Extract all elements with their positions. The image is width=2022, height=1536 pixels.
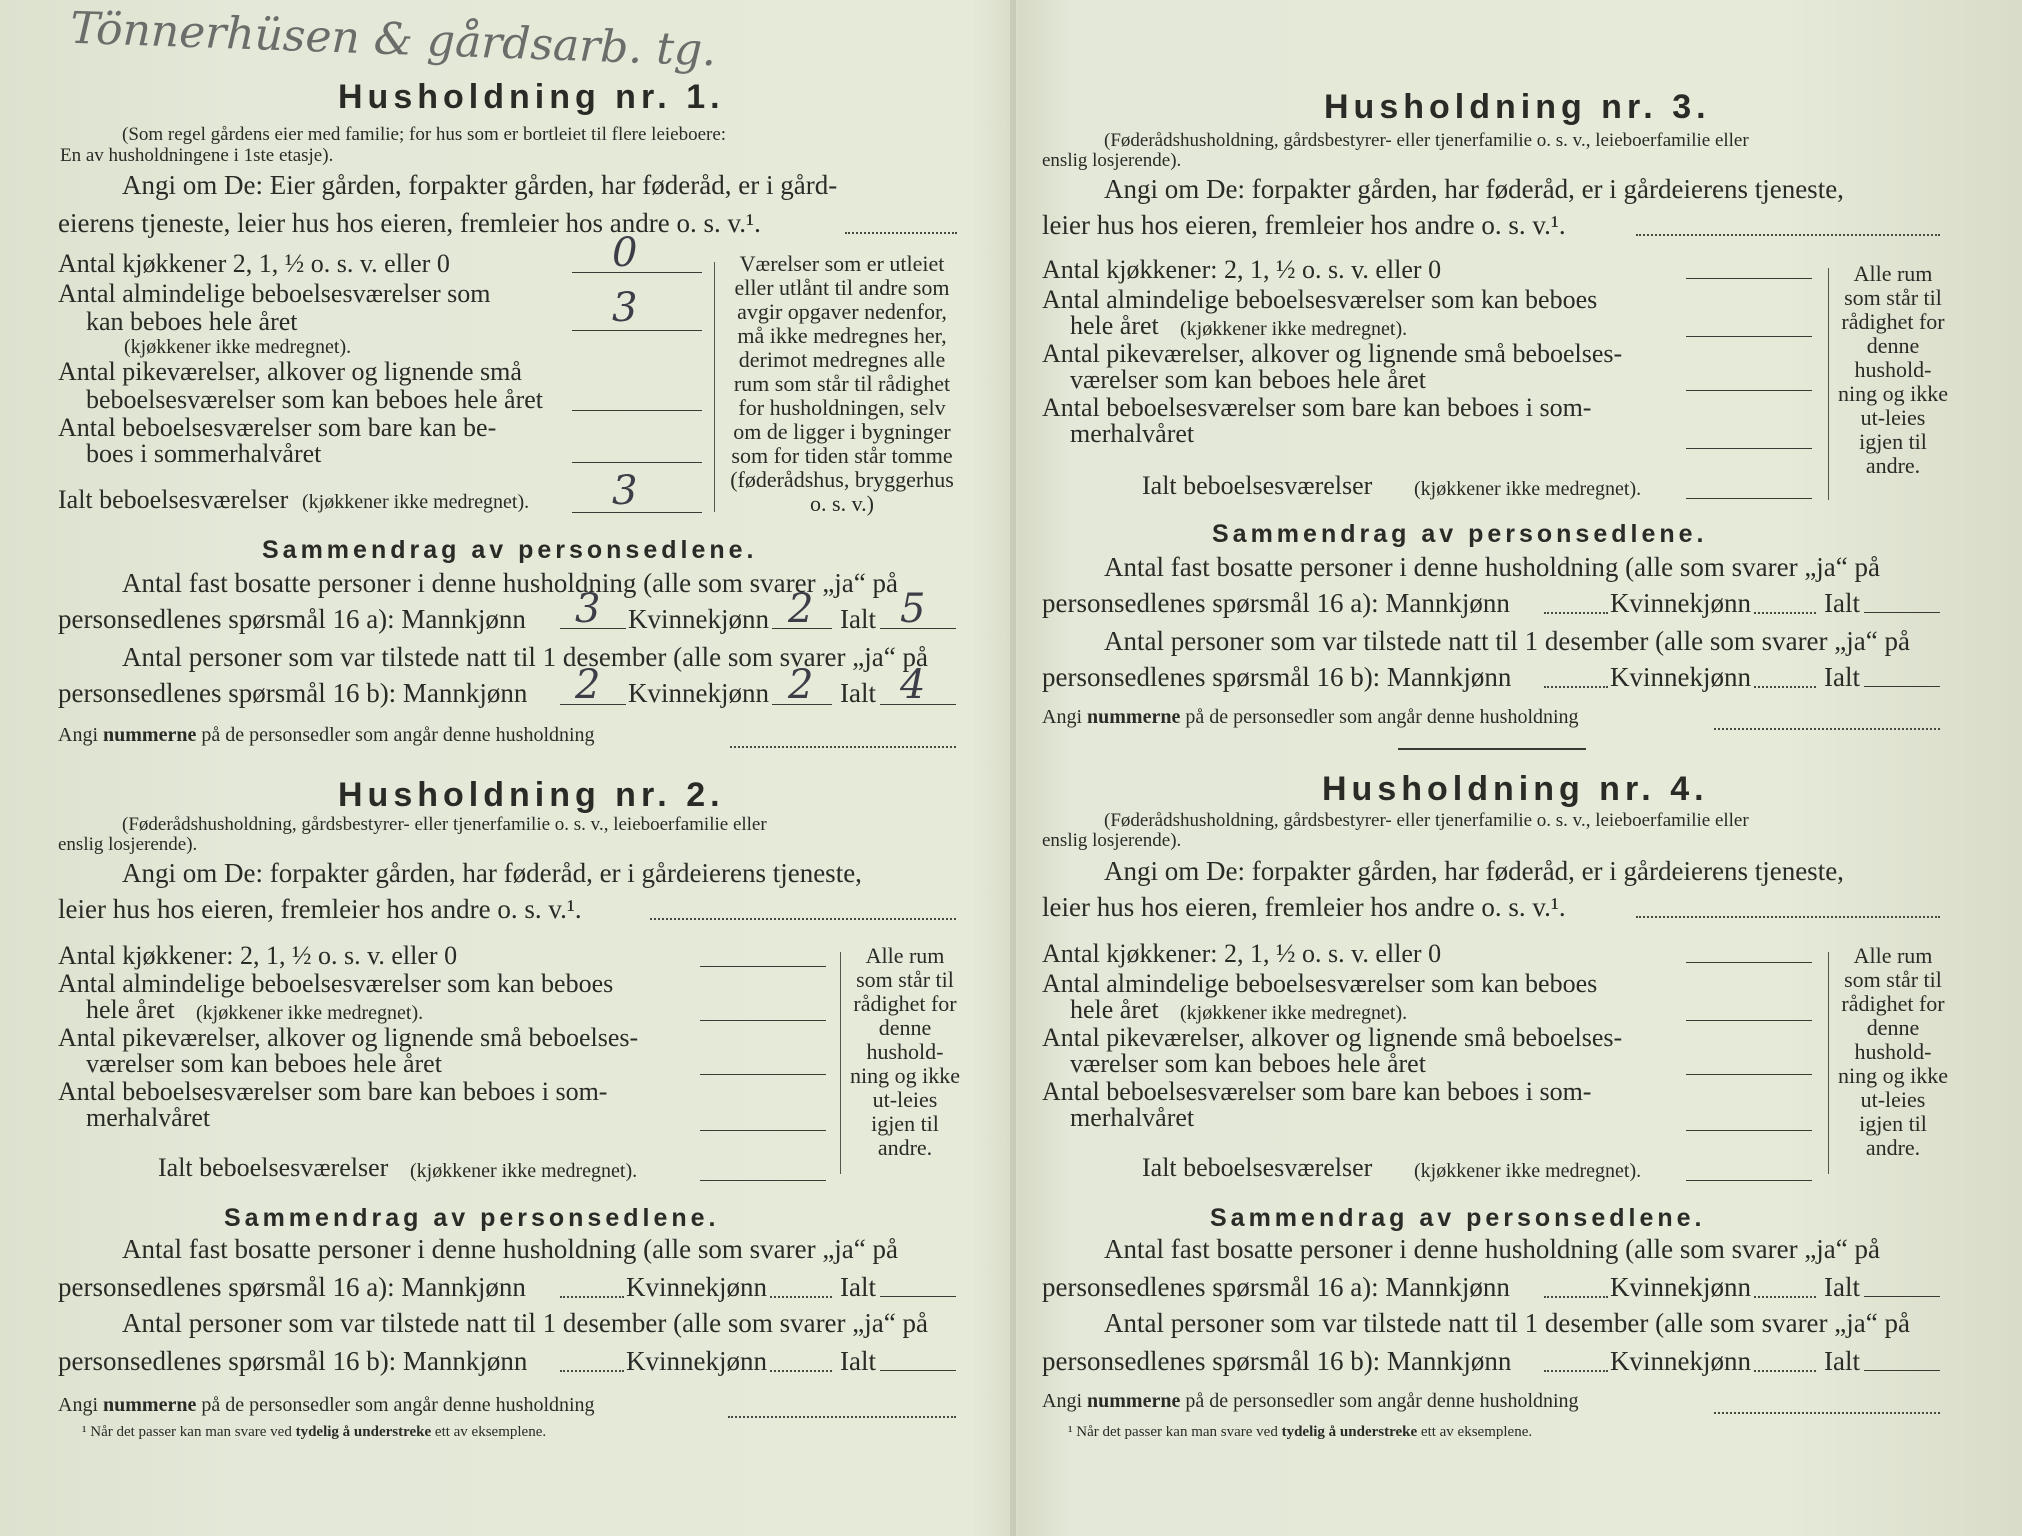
household-1-s1-line1: Antal fast bosatte personer i denne husholdning (alle som svarer „ja“ på [122,568,898,598]
household-4-summary-title: Sammendrag av personsedlene. [1210,1204,1706,1232]
household-1-q-summer-line2: boes i sommerhalvåret [86,439,322,468]
household-4-s1-female-label: Kvinnekjønn [1610,1272,1751,1302]
household-4-side-note: Alle rum som står til rådighet for denne hushold-ning og ikke ut-leies igjen til andre. [1838,943,1948,1160]
household-3-s2-female-field[interactable] [1754,686,1816,688]
household-2-q-rooms-line2b: (kjøkkener ikke medregnet). [196,1002,424,1024]
household-3-side-note: Alle rum som står til rådighet for denne hushold-ning og ikke ut-leies igjen til andre. [1838,261,1948,478]
household-3-q-kitchens: Antal kjøkkener: 2, 1, ½ o. s. v. eller 0 [1042,255,1442,284]
household-3-s1-total-label: Ialt [1824,588,1860,618]
household-2-s2-female-field[interactable] [770,1370,832,1372]
household-4-s1-line2: personsedlenes spørsmål 16 a): Mannkjønn [1042,1272,1510,1302]
household-2-note-line2: enslig losjerende). [58,834,198,855]
household-4-s2-total-field[interactable] [1864,1370,1940,1371]
household-4-s2-female-field[interactable] [1754,1370,1816,1372]
household-1-s2-male-answer: 2 [575,662,601,708]
household-4-q-kitchens: Antal kjøkkener: 2, 1, ½ o. s. v. eller 0 [1042,939,1442,968]
household-3-s1-male-field[interactable] [1544,612,1608,614]
household-2-q-maid-line1: Antal pikeværelser, alkover og lignende små beboelses- [58,1023,639,1052]
household-3-kitchens-field[interactable] [1686,278,1812,279]
header-scrawl: Tönnerhüsen & gårdsarb. tg. [69,2,718,77]
household-4-summer-field[interactable] [1686,1130,1812,1131]
household-3-s1-line1: Antal fast bosatte personer i denne husholdning (alle som svarer „ja“ på [1104,552,1880,582]
household-4-q-rooms-line2: hele året [1070,995,1159,1024]
household-3-numbers-field[interactable] [1714,728,1940,730]
household-3-maid-field[interactable] [1686,390,1812,391]
household-1-q-rooms-line3: (kjøkkener ikke medregnet). [124,336,352,358]
household-1-s1-line2: personsedlenes spørsmål 16 a): Mannkjønn [58,604,526,634]
household-3-q-summer-line2: merhalvåret [1070,419,1195,448]
household-1-numbers-label [58,724,595,747]
household-3-title: Husholdning nr. 3. [1324,88,1711,126]
household-1-q-total: Ialt beboelsesværelser [58,485,289,514]
household-4-s2-line2: personsedlenes spørsmål 16 b): Mannkjønn [1042,1346,1512,1376]
household-4-q-rooms-line1: Antal almindelige beboelsesværelser som kan beboes [1042,969,1598,998]
household-3-summary-title: Sammendrag av personsedlene. [1212,520,1708,548]
household-1-s2-line1: Antal personer som var tilstede natt til 1 desember (alle som svarer „ja“ på [122,642,928,672]
household-1-q-total-note: (kjøkkener ikke medregnet). [302,491,530,513]
household-1-s1-female-answer: 2 [788,586,814,632]
household-1-brace [714,262,715,512]
household-1-s2-total-label: Ialt [840,678,876,708]
household-3-s2-line1: Antal personer som var tilstede natt til 1 desember (alle som svarer „ja“ på [1104,626,1910,656]
household-1-s1-male-answer: 3 [575,586,601,632]
household-3-q-rooms-line2: hele året [1070,311,1159,340]
household-1-q-kitchens: Antal kjøkkener 2, 1, ½ o. s. v. eller 0 [58,249,450,278]
household-1-angi-line1: Angi om De: Eier gården, forpakter gården, har føderåd, er i gård- [122,170,838,200]
household-4-s2-total-label: Ialt [1824,1346,1860,1376]
household-3-s1-female-label: Kvinnekjønn [1610,588,1751,618]
household-3-q-rooms-line1: Antal almindelige beboelsesværelser som kan beboes [1042,285,1598,314]
household-2-s1-total-label: Ialt [840,1272,876,1302]
household-4-q-maid-line1: Antal pikeværelser, alkover og lignende små beboelses- [1042,1023,1623,1052]
household-3-s1-female-field[interactable] [1754,612,1816,614]
household-2-s1-female-label: Kvinnekjønn [626,1272,767,1302]
household-1-s1-female-label: Kvinnekjønn [628,604,769,634]
household-2-brace [840,952,841,1174]
household-4-s1-total-label: Ialt [1824,1272,1860,1302]
household-3-angi-line2: leier hus hos eieren, fremleier hos andre o. s. v.¹. [1042,210,1566,240]
household-3-q-rooms-line2b: (kjøkkener ikke medregnet). [1180,318,1408,340]
household-3-note-line2: enslig losjerende). [1042,150,1182,171]
household-4-s1-female-field[interactable] [1754,1296,1816,1298]
household-2-q-total: Ialt beboelsesværelser [158,1153,389,1182]
household-2-q-summer-line2: merhalvåret [86,1103,211,1132]
household-2-s2-male-field[interactable] [560,1370,624,1372]
household-3-numbers-label [1042,706,1579,729]
household-4-note-line2: enslig losjerende). [1042,830,1182,851]
household-4-s2-female-label: Kvinnekjønn [1610,1346,1751,1376]
household-3-s1-total-field[interactable] [1864,612,1940,613]
household-1-maid-field[interactable] [572,410,702,411]
household-1-angi-fill[interactable] [845,232,957,234]
household-3-q-summer-line1: Antal beboelsesværelser som bare kan beboes i som- [1042,393,1592,422]
household-3-q-maid-line1: Antal pikeværelser, alkover og lignende små beboelses- [1042,339,1623,368]
household-4-numbers-label [1042,1390,1579,1413]
household-4-q-total-note: (kjøkkener ikke medregnet). [1414,1160,1642,1182]
household-3-q-maid-line2: værelser som kan beboes hele året [1070,365,1426,394]
household-2-rooms-field[interactable] [700,1020,826,1021]
household-4-numbers-bold: nummerne [1087,1390,1181,1412]
household-1-summary-title: Sammendrag av personsedlene. [262,536,758,564]
household-4-q-total: Ialt beboelsesværelser [1142,1153,1373,1182]
household-4-s1-male-field[interactable] [1544,1296,1608,1298]
household-3-s2-line2: personsedlenes spørsmål 16 b): Mannkjønn [1042,662,1512,692]
household-2-summary-title: Sammendrag av personsedlene. [224,1204,720,1232]
household-1-numbers-pre: Angi [58,724,98,746]
household-3-angi-fill[interactable] [1636,234,1940,236]
household-4-numbers-pre: Angi [1042,1390,1082,1412]
household-3-rooms-field[interactable] [1686,336,1812,337]
household-4-note-line1: (Føderådshusholdning, gårdsbestyrer- eller tjenerfamilie o. s. v., leieboerfamilie eller [1104,810,1749,831]
household-4-q-maid-line2: værelser som kan beboes hele året [1070,1049,1426,1078]
household-2-q-rooms-line2: hele året [86,995,175,1024]
footnote-left-pre: ¹ Når det passer kan man svare ved [82,1424,292,1440]
household-3-brace [1828,268,1829,500]
household-2-s2-line2: personsedlenes spørsmål 16 b): Mannkjønn [58,1346,528,1376]
household-2-s1-male-field[interactable] [560,1296,624,1298]
household-4-brace [1828,952,1829,1174]
household-2-s2-line1: Antal personer som var tilstede natt til 1 desember (alle som svarer „ja“ på [122,1308,928,1338]
household-1-q-maid-line1: Antal pikeværelser, alkover og lignende små [58,357,522,386]
household-4-angi-line2: leier hus hos eieren, fremleier hos andre o. s. v.¹. [1042,892,1566,922]
household-1-q-rooms-line2: kan beboes hele året [86,307,298,336]
household-3-summer-field[interactable] [1686,448,1812,449]
household-1-title: Husholdning nr. 1. [338,78,725,116]
household-1-total-answer: 3 [612,468,638,514]
household-2-s1-female-field[interactable] [770,1296,832,1298]
household-2-title: Husholdning nr. 2. [338,776,725,814]
household-4-q-summer-line2: merhalvåret [1070,1103,1195,1132]
household-2-kitchens-field[interactable] [700,966,826,967]
household-2-numbers-pre: Angi [58,1394,98,1416]
household-2-q-kitchens: Antal kjøkkener: 2, 1, ½ o. s. v. eller 0 [58,941,458,970]
household-3-numbers-pre: Angi [1042,706,1082,728]
footnote-right-bold: tydelig å understreke [1281,1424,1418,1440]
household-1-numbers-post: på de personsedler som angår denne husholdning [201,724,595,746]
household-3-q-total: Ialt beboelsesværelser [1142,471,1373,500]
household-1-s2-total-answer: 4 [900,662,926,708]
household-4-q-rooms-line2b: (kjøkkener ikke medregnet). [1180,1002,1408,1024]
household-1-q-rooms-line1: Antal almindelige beboelsesværelser som [58,279,491,308]
household-3-note-line1: (Føderådshusholdning, gårdsbestyrer- eller tjenerfamilie o. s. v., leieboerfamilie eller [1104,130,1749,151]
household-3-s2-female-label: Kvinnekjønn [1610,662,1751,692]
household-2-angi-line2: leier hus hos eieren, fremleier hos andre o. s. v.¹. [58,894,582,924]
household-1-side-note: Værelser som er utleiet eller utlånt til andre som avgir opgaver nedenfor, må ikke medregnes her, derimot medregnes alle rum som står til rådighet for husholdningen, selv om de ligger i bygninger som for tiden står tomme (føderådshus, bryggerhus o. s. v.) [730,251,954,516]
household-2-s2-total-field[interactable] [880,1370,956,1371]
household-4-maid-field[interactable] [1686,1074,1812,1075]
household-1-s1-total-label: Ialt [840,604,876,634]
household-3-s2-total-label: Ialt [1824,662,1860,692]
section-divider [1398,748,1586,750]
household-4-s1-line1: Antal fast bosatte personer i denne husholdning (alle som svarer „ja“ på [1104,1234,1880,1264]
household-1-summer-field[interactable] [572,462,702,463]
household-3-total-field[interactable] [1686,498,1812,499]
household-4-title: Husholdning nr. 4. [1322,770,1709,808]
household-2-maid-field[interactable] [700,1074,826,1075]
household-4-s2-male-field[interactable] [1544,1370,1608,1372]
household-1-s2-female-label: Kvinnekjønn [628,678,769,708]
household-2-note-line1: (Føderådshusholdning, gårdsbestyrer- eller tjenerfamilie o. s. v., leieboerfamilie eller [122,814,767,835]
household-2-s1-line2: personsedlenes spørsmål 16 a): Mannkjønn [58,1272,526,1302]
footnote-left [82,1424,546,1441]
household-1-rooms-answer: 3 [612,285,638,331]
household-2-s2-total-label: Ialt [840,1346,876,1376]
footnote-right-post: ett av eksemplene. [1420,1424,1533,1440]
footnote-right-pre: ¹ Når det passer kan man svare ved [1068,1424,1278,1440]
household-4-q-summer-line1: Antal beboelsesværelser som bare kan beboes i som- [1042,1077,1592,1106]
household-2-q-rooms-line1: Antal almindelige beboelsesværelser som kan beboes [58,969,614,998]
household-1-angi-line2: eierens tjeneste, leier hus hos eieren, fremleier hos andre o. s. v.¹. [58,208,761,238]
household-2-angi-line1: Angi om De: forpakter gården, har føderåd, er i gårdeierens tjeneste, [122,858,862,888]
household-4-total-field[interactable] [1686,1180,1812,1181]
household-4-s2-line1: Antal personer som var tilstede natt til 1 desember (alle som svarer „ja“ på [1104,1308,1910,1338]
household-2-s1-total-field[interactable] [880,1296,956,1297]
household-2-total-field[interactable] [700,1180,826,1181]
household-4-kitchens-field[interactable] [1686,962,1812,963]
household-2-summer-field[interactable] [700,1130,826,1131]
household-1-kitchens-answer: 0 [612,230,638,276]
household-3-angi-line1: Angi om De: forpakter gården, har føderåd, er i gårdeierens tjeneste, [1104,174,1844,204]
household-2-numbers-field[interactable] [728,1416,956,1418]
household-3-s2-total-field[interactable] [1864,686,1940,687]
household-2-numbers-label [58,1394,595,1417]
household-3-numbers-bold: nummerne [1087,706,1181,728]
household-1-q-summer-line1: Antal beboelsesværelser som bare kan be- [58,413,497,442]
household-1-s2-line2: personsedlenes spørsmål 16 b): Mannkjønn [58,678,528,708]
household-2-q-total-note: (kjøkkener ikke medregnet). [410,1160,638,1182]
footnote-left-post: ett av eksemplene. [434,1424,547,1440]
household-2-q-summer-line1: Antal beboelsesværelser som bare kan beboes i som- [58,1077,608,1106]
household-2-angi-fill[interactable] [650,918,956,920]
household-4-angi-line1: Angi om De: forpakter gården, har føderåd, er i gårdeierens tjeneste, [1104,856,1844,886]
household-4-rooms-field[interactable] [1686,1020,1812,1021]
household-3-numbers-post: på de personsedler som angår denne husholdning [1185,706,1579,728]
household-4-angi-fill[interactable] [1636,916,1940,918]
footnote-left-bold: tydelig å understreke [295,1424,432,1440]
page-fold [1010,0,1016,1536]
household-1-s2-female-answer: 2 [788,662,814,708]
household-1-numbers-field[interactable] [730,746,956,748]
household-2-q-maid-line2: værelser som kan beboes hele året [86,1049,442,1078]
household-2-side-note: Alle rum som står til rådighet for denne hushold-ning og ikke ut-leies igjen til andre. [850,943,960,1160]
footnote-right [1068,1424,1532,1441]
household-1-q-maid-line2: beboelsesværelser som kan beboes hele året [86,385,544,414]
household-3-s2-male-field[interactable] [1544,686,1608,688]
household-1-note-line2: En av husholdningene i 1ste etasje). [60,145,334,166]
household-4-numbers-post: på de personsedler som angår denne husholdning [1185,1390,1579,1412]
household-2-s1-line1: Antal fast bosatte personer i denne husholdning (alle som svarer „ja“ på [122,1234,898,1264]
household-1-numbers-bold: nummerne [103,724,197,746]
household-1-s1-total-answer: 5 [900,586,926,632]
household-1-note-line1: (Som regel gårdens eier med familie; for hus som er bortleiet til flere leieboere: [122,124,727,145]
household-4-numbers-field[interactable] [1714,1412,1940,1414]
household-3-s1-line2: personsedlenes spørsmål 16 a): Mannkjønn [1042,588,1510,618]
household-2-s2-female-label: Kvinnekjønn [626,1346,767,1376]
household-2-numbers-post: på de personsedler som angår denne husholdning [201,1394,595,1416]
household-4-s1-total-field[interactable] [1864,1296,1940,1297]
household-2-numbers-bold: nummerne [103,1394,197,1416]
household-3-q-total-note: (kjøkkener ikke medregnet). [1414,478,1642,500]
